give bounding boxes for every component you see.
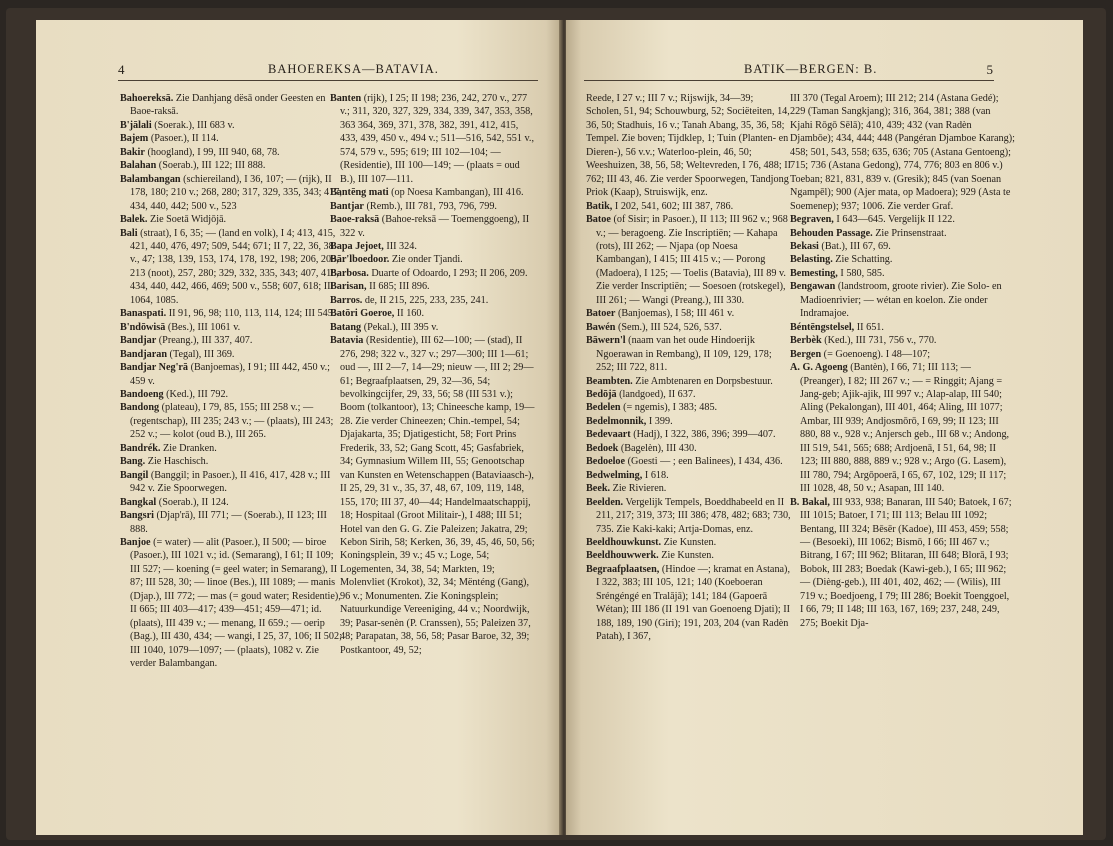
entry-headword: Bang. [120, 456, 146, 468]
entry-text: (landgoed), II 637. [619, 388, 696, 400]
entry-headword: Bedoeloe [586, 456, 626, 468]
entry-headword: Beambten. [586, 375, 633, 387]
entry-text: (schiereiland), I 36, 107; — (rijk), II 178, 180; 210 v.; 268, 280; 317, 329, 335, 343; 417, 434, 440, 442; 500 v., 523 [130, 173, 342, 212]
entry-headword: Bantēng mati [330, 187, 389, 199]
index-entry [330, 186, 536, 199]
right-column-1 [586, 92, 791, 644]
entry-headword: Bedevaart [586, 429, 631, 441]
entry-headword: Bandjar [120, 335, 157, 347]
entry-text: (plateau), I 79, 85, 155; III 258 v.; — (regentschap), III 235; 243 v.; — (plaats), III 243; 252 v.; — kolot (oud B.), III 265. [130, 402, 334, 441]
entry-headword: Bangsri [120, 510, 154, 522]
entry-headword: Béntēngstelsel, [790, 321, 855, 333]
right-header-rule [584, 80, 994, 81]
entry-text: (Residentie), III 62—100; — (stad), II 276, 298; 322 v., 327 v.; 297—300; III 1—61; oud —, III 2—7, 14—29; nieuw —, III 2; 29—61; Begraafplaatsen, 29, 32—36, 54; bevolkingcijfer, 29, 33, 56; 58 (III 531 v.); Boom (tolkantoor), 13; Chineesche kamp, 19—28. Zie verder Chineezen; Chin.-tempel, 54; Djajakarta, 35; Djatigesticht, 58; Fort Prins Frederik, 33, 52; Gang Scott, 45; Gasfabriek, 34; Gymnasium Willem III, 55; Genootschap van Kunsten en Wetenschappen (Bataviaasch-), II 25, 29, 31 v., 35, 37, 48, 67, 109, 119, 148, 155, 170; III 37, 40—44; Handelmaatschappij, 18; Hospitaal (Groot Militair-), I 488; III 51; Hotel van den G. G. Zie Paleizen; Jakatra, 29; Kebon Sirih, 58; Kerken, 36, 39, 45, 46, 50, 56; Koningsplein, 39 v.; 45 v.; Loge, 54; Logementen, 34, 38, 54; Markten, 19; Molenvliet (Krokot), 32, 34; Mënténg (Gang), 96 v.; Monumenten. Zie Koningsplein; Natuurkundige Vereeniging, 44 v.; Noordwijk, 39; Pasar-senèn (P. Cranssen), 55; Paleizen 37, 48; Parapatan, 38, 56, 58; Pasar Baroe, 32, 39; Postkantoor, 49, 52; [340, 335, 535, 656]
entry-text: III 370 (Tegal Aroem); III 212; 214 (Astana Gedé); 229 (Taman Sangkjang); 316, 364, 381; 388 (van Kjahi Rōgō Sēlā); 410, 439; 432 (van Radèn Djambōe); 434, 444; 448 (Pangéran Djamboe Karang); 458; 501, 543, 558; 635, 636; 705 (Astana Gentoeng); 715; 736 (Astana Gedong), 774, 776; 803 en 806 v.) Toeban; 821, 831, 839 v. (Gresik); 845 (van Soenan Ngampēl); 900 (Ajer mata, op Madoera); 929 (Asta te Soemenep); 937; 1006. Zie verder Graf. [790, 93, 1015, 212]
index-entry [330, 92, 536, 186]
index-entry [586, 482, 791, 495]
index-entry [790, 92, 1015, 213]
index-entry [790, 253, 1015, 266]
entry-headword: Bapa Jejoet, [330, 240, 384, 252]
index-entry [790, 334, 1015, 347]
entry-text: Zie onder Tjandi. [391, 254, 463, 266]
index-entry [120, 509, 345, 536]
index-entry [586, 401, 791, 414]
entry-text: I 618. [644, 469, 669, 481]
entry-headword: Bantjar [330, 200, 364, 212]
entry-headword: B'ndōwisā [120, 321, 166, 333]
index-entry [330, 280, 536, 293]
entry-text: (Tegal), III 369. [169, 348, 235, 360]
entry-text: (Banjoemas), I 58; III 461 v. [617, 308, 735, 320]
entry-headword: Begraafplaatsen, [586, 563, 660, 575]
index-entry [586, 307, 791, 320]
index-entry [120, 92, 345, 119]
entry-headword: Bangil [120, 469, 149, 481]
index-entry [586, 388, 791, 401]
index-entry [790, 496, 1015, 631]
entry-headword: Beelden. [586, 496, 624, 508]
entry-headword: Bāwern'l [586, 335, 626, 347]
index-entry [120, 361, 345, 388]
entry-text: (Ked.), III 792. [166, 388, 229, 400]
index-entry [120, 307, 345, 320]
index-entry [120, 213, 345, 226]
entry-text: Zie Haschisch. [147, 456, 209, 468]
entry-headword: Beeldhouwwerk. [586, 550, 659, 562]
entry-text: (Bat.), III 67, 69. [821, 240, 891, 252]
entry-headword: Beeldhouwkunst. [586, 536, 662, 548]
entry-text: Zie Ambtenaren en Dorpsbestuur. [635, 375, 773, 387]
entry-headword: Bandoeng [120, 388, 164, 400]
entry-text: (Bes.), III 1061 v. [167, 321, 241, 333]
index-entry [586, 200, 791, 213]
index-entry [120, 348, 345, 361]
index-entry [120, 132, 345, 145]
entry-headword: Banaspati. [120, 308, 167, 320]
entry-headword: Batang [330, 321, 362, 333]
entry-text: III 324. [386, 240, 417, 252]
entry-text: (Bagelèn), III 430. [620, 442, 697, 454]
entry-text: (hoogland), I 99, III 940, 68, 78. [147, 146, 280, 158]
right-column-2 [790, 92, 1015, 630]
entry-text: (Soerab.), III 122; III 888. [158, 160, 266, 172]
index-entry [120, 334, 345, 347]
index-entry [790, 280, 1015, 320]
entry-headword: Bandjaran [120, 348, 167, 360]
entry-text: Duarte of Odoardo, I 293; II 206, 209. [371, 267, 528, 279]
index-entry [120, 536, 345, 671]
entry-headword: Baoe-raksā [330, 214, 380, 226]
entry-headword: Bakir [120, 146, 145, 158]
entry-headword: Bandrék. [120, 442, 161, 454]
entry-headword: Barbosa. [330, 267, 369, 279]
entry-text: Vergelijk Tempels, Boeddhabeeld en II 211, 217; 319, 373; III 386; 478, 482; 683; 730, 735. Zie Kaki-kaki; Artja-Domas, enz. [596, 496, 791, 535]
entry-headword: Barros. [330, 294, 363, 306]
entry-text: (Pasoer.), II 114. [150, 133, 219, 145]
entry-text: II 160. [396, 308, 425, 320]
entry-text: II 685; III 896. [369, 281, 430, 293]
index-entry [120, 388, 345, 401]
index-entry [330, 294, 536, 307]
entry-headword: Beek. [586, 483, 611, 495]
left-running-title: BAHOEREKSA—BATAVIA. [268, 62, 439, 76]
entry-headword: Belasting. [790, 254, 833, 266]
entry-headword: Berbèk [790, 335, 822, 347]
index-entry [586, 213, 791, 307]
entry-text: de, II 215, 225, 233, 235, 241. [364, 294, 489, 306]
entry-headword: Banjoe [120, 536, 151, 548]
index-entry [330, 213, 536, 240]
right-page-number: 5 [986, 62, 994, 77]
index-entry [586, 92, 791, 200]
entry-headword: Bedoek [586, 442, 619, 454]
index-entry [586, 321, 791, 334]
entry-text: (Soerak.), III 683 v. [154, 119, 235, 131]
index-entry [586, 455, 791, 468]
index-entry [330, 253, 536, 266]
entry-headword: Bekasi [790, 240, 819, 252]
entry-headword: Bali [120, 227, 138, 239]
entry-text: (Bahoe-reksā — Toemenggoeng), II 322 v. [340, 214, 530, 239]
index-entry [330, 200, 536, 213]
index-entry [120, 146, 345, 159]
entry-text: III 933, 938; Banaran, III 540; Batoek, I 67; III 1015; Batoer, I 71; III 113; Belau III 1092; Bentang, III 324; Bēsēr (Kadoe), III 453, 459; 558; — (Besoeki), III 1062; Bismō, I 66; III 467 v.; Bitrang, I 67; III 962; Blitaran, III 648; Blorā, I 93; Bobok, III 283; Boedak (Kawi-geb.), I 65; III 962; — (Dièng-geb.), III 401, 402, 462; — (Wilis), III 719 v.; Boedjoeng, I 79; III 286; Boekit Toenggoel, I 66, 79; II 148; III 163, 167, 169; 237, 248, 249, 275; Boekit Dja- [800, 496, 1012, 629]
index-entry [330, 321, 536, 334]
entry-headword: Bangkal [120, 496, 157, 508]
entry-text: Zie Soetā Widjōjā. [150, 214, 227, 226]
entry-text: (Remb.), III 781, 793, 796, 799. [366, 200, 497, 212]
index-entry [586, 334, 791, 374]
entry-text: (= Goenoeng). I 48—107; [823, 348, 931, 360]
index-entry [586, 469, 791, 482]
entry-text: II 651. [856, 321, 884, 333]
entry-text: Reede, I 27 v.; III 7 v.; Rijswijk, 34—39; Scholen, 51, 94; Schouwburg, 52; Sociëteiten, 14, 36, 50; Stadhuis, 16 v.; Tanah Abang, 35, 36, 58; Tempel. Zie boven; Tijdklep, 1; Tuin (Planten- en Dieren-), 56 v.v.; Waterloo-plein, 46, 50; Weeshuizen, 38, 56, 58; Weltevreden, I 76, 488; II 762; III 43, 46. Zie verder Spoorwegen, Tandjong Priok (Kaap), Struiswijk, enz. [586, 93, 791, 199]
entry-headword: Bandong [120, 402, 160, 414]
entry-headword: Batoe [586, 214, 611, 226]
entry-text: I 580, 585. [840, 267, 885, 279]
index-entry [586, 442, 791, 455]
entry-text: (Soerab.), II 124. [158, 496, 229, 508]
entry-headword: Begraven, [790, 214, 834, 226]
left-column-1 [120, 92, 345, 670]
entry-headword: Batik, [586, 200, 613, 212]
index-entry [120, 227, 345, 308]
entry-text: (Pekal.), III 395 v. [363, 321, 439, 333]
entry-headword: Balambangan [120, 173, 181, 185]
index-entry [790, 361, 1015, 496]
entry-headword: Bemesting, [790, 267, 838, 279]
index-entry [790, 213, 1015, 226]
index-entry [790, 321, 1015, 334]
index-entry [790, 227, 1015, 240]
index-entry [586, 375, 791, 388]
entry-text: (op Noesa Kambangan), III 416. [391, 187, 524, 199]
entry-text: Zie Rivieren. [612, 483, 667, 495]
entry-headword: Balahan [120, 160, 157, 172]
entry-text: Zie Danhjang dësā onder Geesten en Baoe-raksā. [130, 93, 326, 118]
entry-text: (rijk), I 25; II 198; 236, 242, 270 v., 277 v.; 311, 320, 327, 329, 334, 339, 347, 353, 358, 363 364, 369, 371, 378, 382, 391, 412, 415, 433, 439, 450 v., 494 v.; 511—516, 542, 551 v., 574, 579 v., 595; 619; III 102—104; — (Residentie), III 100—149; — (plaats = oud B.), III 107—111. [340, 93, 535, 185]
index-entry [120, 159, 345, 172]
entry-text: I 399. [648, 415, 673, 427]
entry-headword: Banten [330, 93, 362, 104]
entry-text: (Djap'rā), III 771; — (Soerab.), II 123; III 888. [130, 510, 327, 535]
entry-text: (= water) — alit (Pasoer.), II 500; — biroe (Pasoer.), III 1021 v.; id. (Semarang), I 61; II 109; III 527; — koening (= geel water; in Semarang), II 87; III 528, 30; — linoe (Bes.), III 1089; — manis (Djap.), III 772; — mas (= goud water; Residentie), II 665; III 403—417; 439—451; 459—471; id. (plaats), III 439 v.; — menang, II 659.; — oerip (Bag.), III 430, 434; — wangi, I 25, 37, 106; II 502; III 1040, 1079—1097; — (plaats), 1082 v. Zie verder Balambangan. [130, 536, 342, 670]
index-entry [330, 267, 536, 280]
entry-text: (of Sisir; in Pasoer.), II 113; III 962 v.; 968 v.; — beragoeng. Zie Inscriptiën; — Kahapa (rots), III 262; — Njapa (op Noesa Kambangan), I 415; III 415 v.; — Porong (Madoera), I 125; — Toelis (Batavia), III 89 v. Zie verder Inscriptiën; — Soesoen (rotskegel), III 261; — Wangi (Preang.), III 330. [596, 214, 788, 306]
left-column-2 [330, 92, 536, 657]
entry-headword: B'jālali [120, 119, 152, 131]
entry-text: (Ked.), III 731, 756 v., 770. [824, 335, 937, 347]
index-entry [586, 536, 791, 549]
index-entry [120, 496, 345, 509]
index-entry [120, 119, 345, 132]
entry-text: (Sem.), III 524, 526, 537. [617, 321, 722, 333]
index-entry [120, 321, 345, 334]
entry-text: Zie Kunsten. [663, 536, 717, 548]
entry-headword: Bawén [586, 321, 616, 333]
index-entry [586, 549, 791, 562]
entry-text: Zie Schatting. [835, 254, 893, 266]
entry-text: II 91, 96, 98; 110, 113, 114, 124; III 545. [168, 308, 336, 320]
entry-headword: Behouden Passage. [790, 227, 873, 239]
entry-text: (naam van het oude Hindoerijk Ngoerawan in Rembang), II 109, 129, 178; 252; III 722, 811. [596, 335, 772, 374]
index-entry [790, 348, 1015, 361]
entry-text: (Bantèn), I 66, 71; III 113; —(Preanger), I 82; III 267 v.; — = Ringgit; Ajang = Jang-geb; Ajik-ajik, III 997 v.; Alap-alap, III 540; Aling (Pekalongan), III 401, 464; Aling, III 1077; Ambar, III 939; Andjosmōrō, I 69, 99; II 123; III 880, 88 v., 928 v.; Anjersch geb., III 68 v.; Andong, III 519, 541, 565; 688; Ardjoenā, I 51, 64, 98; II 123; III 880, 888, 889 v.; 928 v.; Argo (G. Lasem), III 780, 794; Argōpoerā, I 65, 67, 102, 129; II 117; III 1028, 48, 50 v.; Asapan, III 140. [800, 362, 1010, 495]
index-entry [120, 173, 345, 213]
entry-headword: Bedwelming, [586, 469, 643, 481]
entry-text: (Banjoemas), I 91; III 442, 450 v.; 459 v. [130, 362, 330, 387]
entry-text: (straat), I 6, 35; — (land en volk), I 4; 413, 415, 421, 440, 476, 497; 509, 544; 671; II 7, 22, 36, 38 v., 47; 138, 139, 153, 174, 178, 192, 198; 206, 209, 213 (noot), 257, 280; 329, 332, 335, 343; 407, 418, 434, 440, 442, 466, 469; 500 v., 558; 607, 618; III 1064, 1085. [130, 227, 339, 306]
entry-text: (Hadj), I 322, 386, 396; 399—407. [633, 429, 776, 441]
index-entry [330, 334, 536, 657]
entry-text: (Goesti — ; een Balinees), I 434, 436. [627, 456, 783, 468]
entry-headword: B. Bakal, [790, 496, 830, 508]
entry-text: (= ngemis), I 383; 485. [623, 402, 718, 414]
index-entry [120, 442, 345, 455]
entry-headword: Bengawan [790, 281, 836, 293]
entry-headword: Bedōjā [586, 388, 617, 400]
index-entry [586, 415, 791, 428]
entry-text: I 643—645. Vergelijk II 122. [836, 214, 955, 226]
index-entry [790, 267, 1015, 280]
entry-headword: Bergen [790, 348, 822, 360]
entry-headword: Bār'lboedoor. [330, 254, 390, 266]
entry-text: I 202, 541, 602; III 387, 786. [614, 200, 734, 212]
index-entry [330, 307, 536, 320]
index-entry [120, 469, 345, 496]
left-page-number: 4 [118, 62, 126, 77]
entry-text: (Hindoe —; kramat en Astana), I 322, 383; III 105, 121; 140 (Koeboeran Sréngéngé en Tralājā); 141; 184 (Gapoerā Wétan); III 186 (II 191 van Goenoeng Djati); II 188, 189, 190 (Giri); 191, 203, 204 (van Radèn Patah), I 367, [596, 563, 791, 643]
right-running-title: BATIK—BERGEN: B. [744, 62, 878, 76]
entry-headword: Bajem [120, 133, 149, 145]
index-entry [790, 240, 1015, 253]
entry-text: (Preang.), III 337, 407. [158, 335, 253, 347]
entry-headword: Balek. [120, 214, 148, 226]
entry-text: Zie Prinsenstraat. [875, 227, 947, 239]
index-entry [586, 428, 791, 441]
entry-headword: A. G. Agoeng [790, 362, 848, 374]
entry-text: (landstroom, groote rivier). Zie Solo- en Madioenrivier; — wétan en koelon. Zie onder Indramajoe. [800, 281, 1002, 320]
index-entry [586, 496, 791, 536]
entry-text: Zie Kunsten. [661, 550, 714, 562]
index-entry [330, 240, 536, 253]
index-entry [120, 401, 345, 441]
entry-headword: Batoer [586, 308, 616, 320]
entry-headword: Bandjar Neg'rā [120, 362, 189, 374]
entry-headword: Barisan, [330, 281, 367, 293]
entry-text: (Banggil; in Pasoer.), II 416, 417, 428 v.; III 942 v. Zie Spoorwegen. [130, 469, 331, 495]
index-entry [586, 563, 791, 644]
entry-text: Zie Dranken. [163, 442, 217, 454]
entry-headword: Batōri Goeroe, [330, 308, 395, 320]
index-entry [120, 455, 345, 468]
entry-headword: Bedelmonnik, [586, 415, 647, 427]
entry-headword: Batavia [330, 335, 364, 347]
entry-headword: Bedelen [586, 402, 621, 414]
entry-headword: Bahoereksā. [120, 93, 174, 104]
left-header-rule [118, 80, 538, 81]
